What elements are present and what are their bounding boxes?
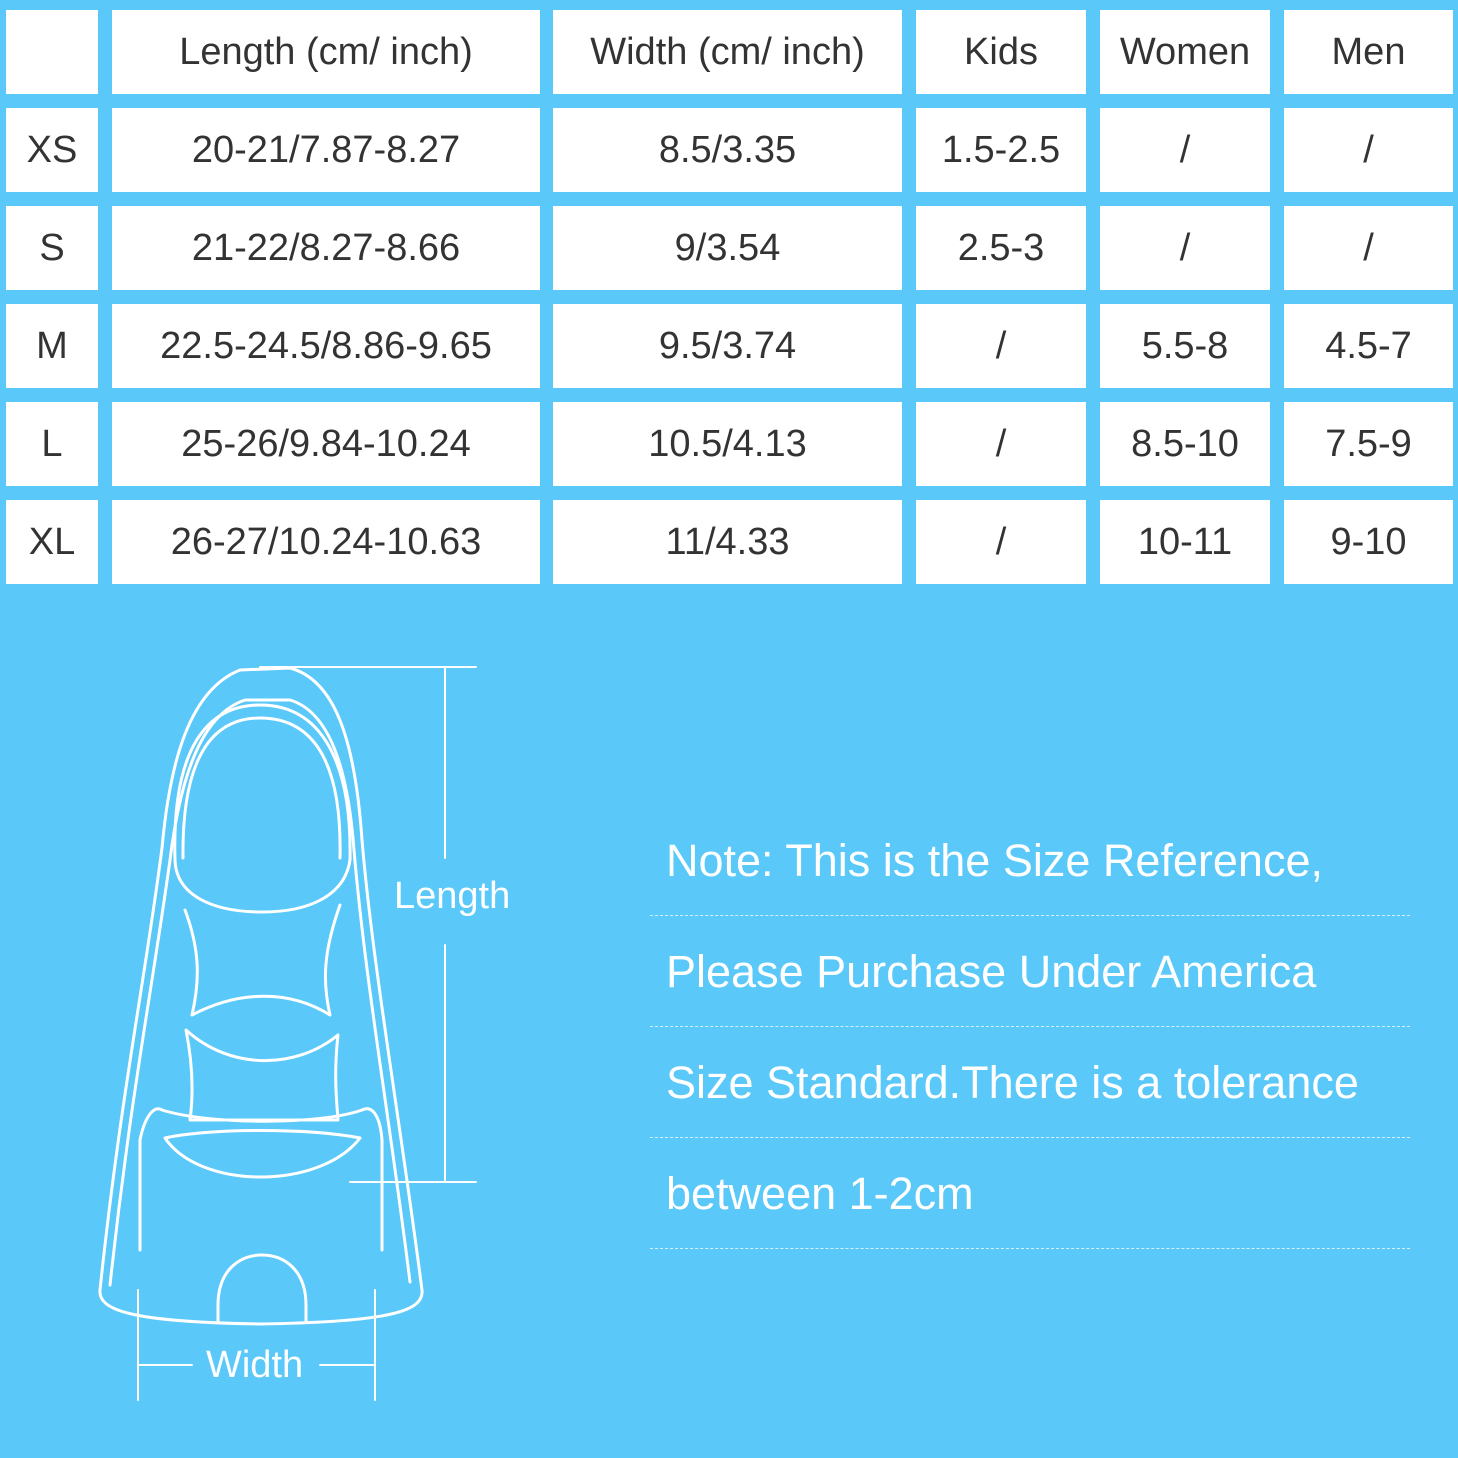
cell-length: 26-27/10.24-10.63	[112, 500, 540, 584]
cell-men: /	[1284, 108, 1453, 192]
header-men: Men	[1284, 10, 1453, 94]
cell-women: 5.5-8	[1100, 304, 1270, 388]
cell-size: XS	[6, 108, 98, 192]
cell-length: 25-26/9.84-10.24	[112, 402, 540, 486]
cell-size: M	[6, 304, 98, 388]
cell-width: 10.5/4.13	[553, 402, 902, 486]
size-note	[650, 805, 1410, 1249]
cell-men: 7.5-9	[1284, 402, 1453, 486]
width-label: Width	[206, 1344, 304, 1386]
header-kids: Kids	[916, 10, 1086, 94]
length-label: Length	[394, 875, 511, 917]
cell-women: /	[1100, 108, 1270, 192]
cell-size: L	[6, 402, 98, 486]
cell-length: 21-22/8.27-8.66	[112, 206, 540, 290]
header-length: Length (cm/ inch)	[112, 10, 540, 94]
cell-men: /	[1284, 206, 1453, 290]
cell-kids: 2.5-3	[916, 206, 1086, 290]
cell-width: 9/3.54	[553, 206, 902, 290]
cell-kids: 1.5-2.5	[916, 108, 1086, 192]
size-chart-table	[0, 0, 1458, 590]
cell-width: 8.5/3.35	[553, 108, 902, 192]
cell-men: 9-10	[1284, 500, 1453, 584]
cell-kids: /	[916, 500, 1086, 584]
swim-fin-illustration	[0, 590, 640, 1458]
header-corner	[6, 10, 98, 94]
note-line: Note: This is the Size Reference,	[650, 805, 1410, 916]
cell-size: XL	[6, 500, 98, 584]
cell-men: 4.5-7	[1284, 304, 1453, 388]
cell-kids: /	[916, 402, 1086, 486]
cell-width: 11/4.33	[553, 500, 902, 584]
cell-women: /	[1100, 206, 1270, 290]
header-women: Women	[1100, 10, 1270, 94]
header-width: Width (cm/ inch)	[553, 10, 902, 94]
cell-length: 22.5-24.5/8.86-9.65	[112, 304, 540, 388]
note-line: Size Standard.There is a tolerance	[650, 1027, 1410, 1138]
note-line: Please Purchase Under America	[650, 916, 1410, 1027]
cell-length: 20-21/7.87-8.27	[112, 108, 540, 192]
cell-size: S	[6, 206, 98, 290]
cell-women: 10-11	[1100, 500, 1270, 584]
cell-kids: /	[916, 304, 1086, 388]
swim-fin-diagram	[0, 590, 640, 1458]
cell-women: 8.5-10	[1100, 402, 1270, 486]
note-line: between 1-2cm	[650, 1138, 1410, 1249]
cell-width: 9.5/3.74	[553, 304, 902, 388]
